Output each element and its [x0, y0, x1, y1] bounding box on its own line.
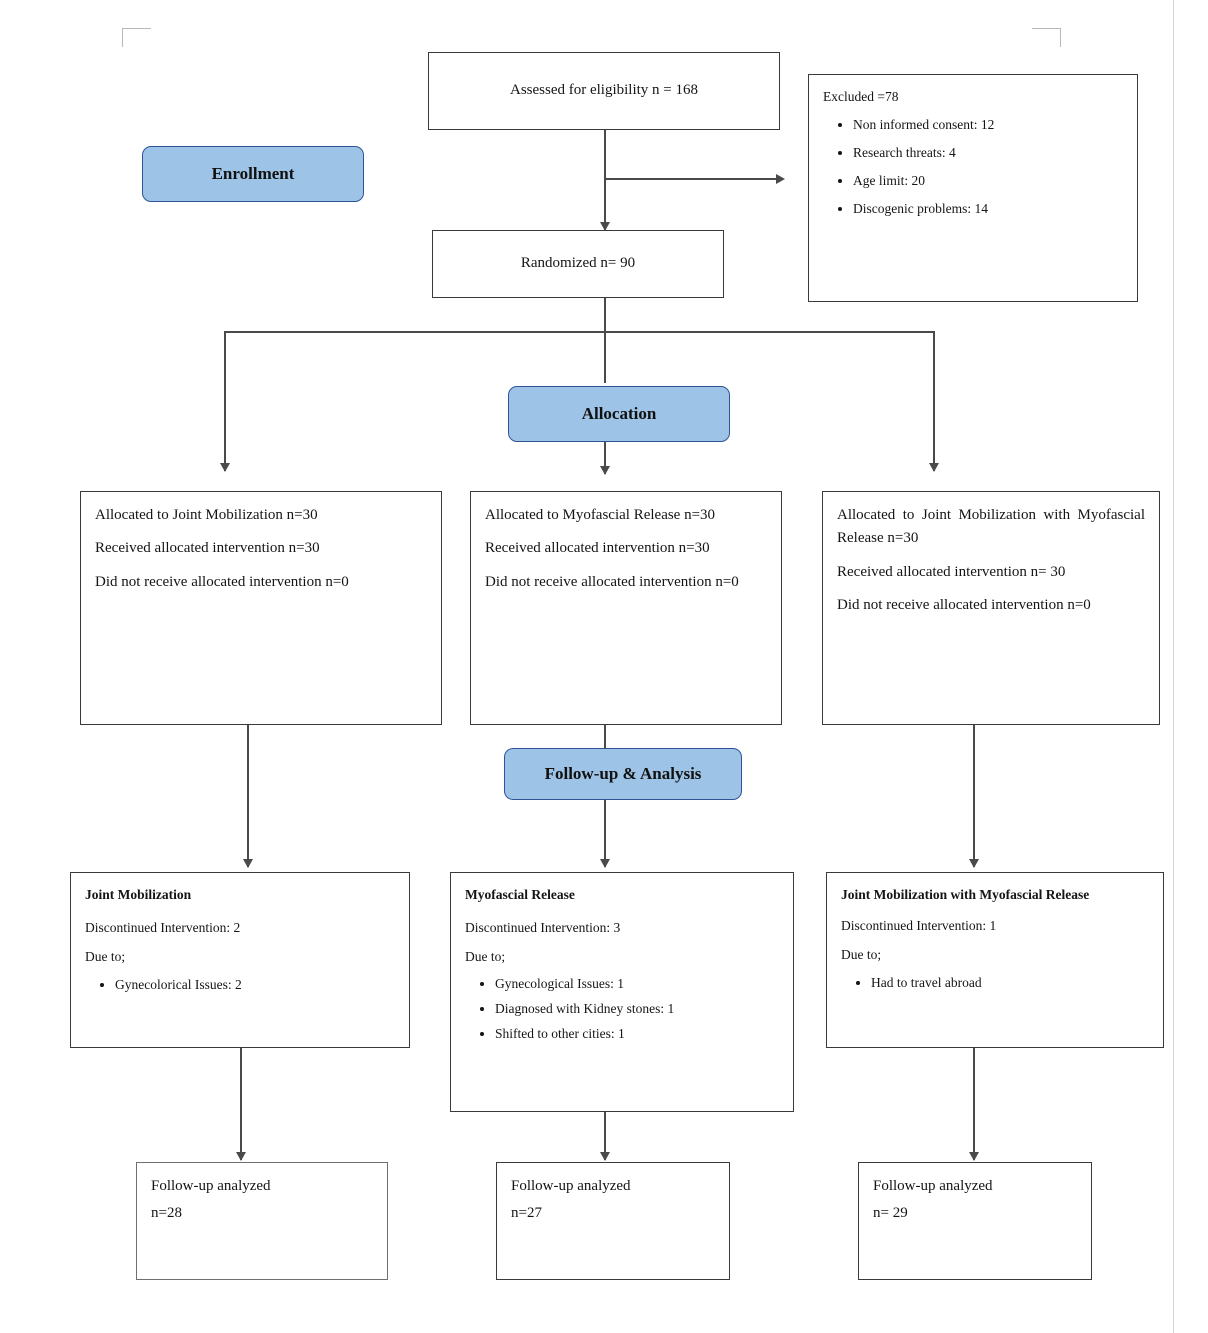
connector-rail-center-top — [604, 331, 606, 383]
discontinued-due-to: Due to; — [465, 948, 506, 964]
analyzed-line: Follow-up analyzed — [151, 1178, 271, 1194]
arrowhead-disc3 — [969, 859, 979, 868]
discontinued-reason-list — [465, 974, 779, 1045]
discontinued-title: Joint Mobilization with Myofascial Release — [841, 887, 1090, 902]
allocation-line: Allocated to Myofascial Release n=30 — [485, 507, 716, 523]
connector-split-rail — [224, 331, 934, 333]
stage-allocation-label: Allocation — [581, 404, 657, 423]
connector-assessed-to-randomized — [604, 130, 606, 230]
allocation-line: Did not receive allocated intervention n=0 — [95, 573, 349, 590]
discontinued-title: Joint Mobilization — [85, 887, 192, 902]
discontinued-count: Discontinued Intervention: 2 — [85, 919, 241, 935]
page-corner-mark-top-left — [122, 28, 151, 47]
randomized-label: Randomized n= 90 — [520, 255, 636, 272]
node-followup-analyzed-combined — [858, 1162, 1092, 1280]
stage-enrollment-label: Enrollment — [211, 164, 295, 183]
allocation-line: Received allocated intervention n= 30 — [837, 563, 1066, 580]
node-followup-analyzed-joint-mobilization — [136, 1162, 388, 1280]
allocation-line: Allocated to Joint Mobilization n=30 — [95, 507, 318, 523]
list-item: • Gynecolorical Issues: 2 — [115, 975, 395, 996]
analyzed-line: n=28 — [151, 1205, 182, 1222]
node-discontinued-myofascial-release — [450, 872, 794, 1112]
excluded-reason-list — [823, 115, 1123, 220]
node-discontinued-joint-mobilization — [70, 872, 410, 1048]
arrowhead-disc2 — [600, 859, 610, 868]
allocation-line: Allocated to Joint Mobilization with Myofascial Release n=30 — [837, 507, 1145, 547]
node-discontinued-combined — [826, 872, 1164, 1048]
allocation-line: Did not receive allocated intervention n=0 — [837, 596, 1091, 613]
stage-allocation — [508, 386, 730, 442]
arrowhead-alloc-center — [600, 466, 610, 475]
allocation-line: Received allocated intervention n=30 — [485, 540, 710, 557]
arrowhead-excluded — [776, 174, 785, 184]
list-item: • Had to travel abroad — [871, 973, 1149, 994]
list-item: • Age limit: 20 — [853, 171, 1123, 192]
allocation-line: Did not receive allocated intervention n=0 — [485, 573, 739, 590]
connector-to-excluded — [604, 178, 776, 180]
connector-alloc2-to-stage — [604, 725, 606, 749]
list-item: • Research threats: 4 — [853, 143, 1123, 164]
connector-alloc3-to-disc3 — [973, 725, 975, 867]
connector-randomized-down — [604, 298, 606, 332]
discontinued-title: Myofascial Release — [465, 887, 575, 902]
allocation-line: Received allocated intervention n=30 — [95, 540, 320, 557]
list-item: • Gynecological Issues: 1 — [495, 974, 779, 995]
discontinued-reason-list — [841, 973, 1149, 994]
node-followup-analyzed-myofascial-release — [496, 1162, 730, 1280]
assessed-label: Assessed for eligibility n = 168 — [509, 82, 699, 99]
discontinued-reason-list — [85, 975, 395, 996]
discontinued-due-to: Due to; — [85, 948, 126, 964]
stage-followup-analysis — [504, 748, 742, 800]
connector-disc3-to-analyzed3 — [973, 1048, 975, 1160]
connector-stage-to-disc2 — [604, 800, 606, 867]
arrowhead-alloc-left — [220, 463, 230, 472]
page-edge-line — [1173, 0, 1174, 1333]
discontinued-count: Discontinued Intervention: 3 — [465, 919, 621, 935]
arrowhead-analyzed1 — [236, 1152, 246, 1161]
list-item: • Non informed consent: 12 — [853, 115, 1123, 136]
excluded-title: Excluded =78 — [823, 89, 899, 104]
discontinued-count: Discontinued Intervention: 1 — [841, 917, 997, 933]
list-item: • Shifted to other cities: 1 — [495, 1024, 779, 1045]
stage-enrollment — [142, 146, 364, 202]
analyzed-line: n=27 — [511, 1205, 542, 1222]
node-excluded — [808, 74, 1138, 302]
node-randomized — [432, 230, 724, 298]
arrowhead-disc1 — [243, 859, 253, 868]
node-assessed-for-eligibility — [428, 52, 780, 130]
connector-rail-left — [224, 331, 226, 471]
node-allocated-joint-mobilization — [80, 491, 442, 725]
discontinued-due-to: Due to; — [841, 946, 882, 962]
arrowhead-alloc-right — [929, 463, 939, 472]
analyzed-line: Follow-up analyzed — [873, 1178, 993, 1194]
analyzed-line: n= 29 — [873, 1205, 908, 1222]
analyzed-line: Follow-up analyzed — [511, 1178, 631, 1194]
page-corner-mark-top-right — [1032, 28, 1061, 47]
connector-alloc1-to-disc1 — [247, 725, 249, 867]
stage-followup-label: Follow-up & Analysis — [544, 764, 702, 783]
arrowhead-analyzed2 — [600, 1152, 610, 1161]
node-allocated-myofascial-release — [470, 491, 782, 725]
list-item: • Discogenic problems: 14 — [853, 199, 1123, 220]
connector-disc1-to-analyzed1 — [240, 1048, 242, 1160]
list-item: • Diagnosed with Kidney stones: 1 — [495, 999, 779, 1020]
arrowhead-analyzed3 — [969, 1152, 979, 1161]
connector-rail-right — [933, 331, 935, 471]
node-allocated-combined — [822, 491, 1160, 725]
